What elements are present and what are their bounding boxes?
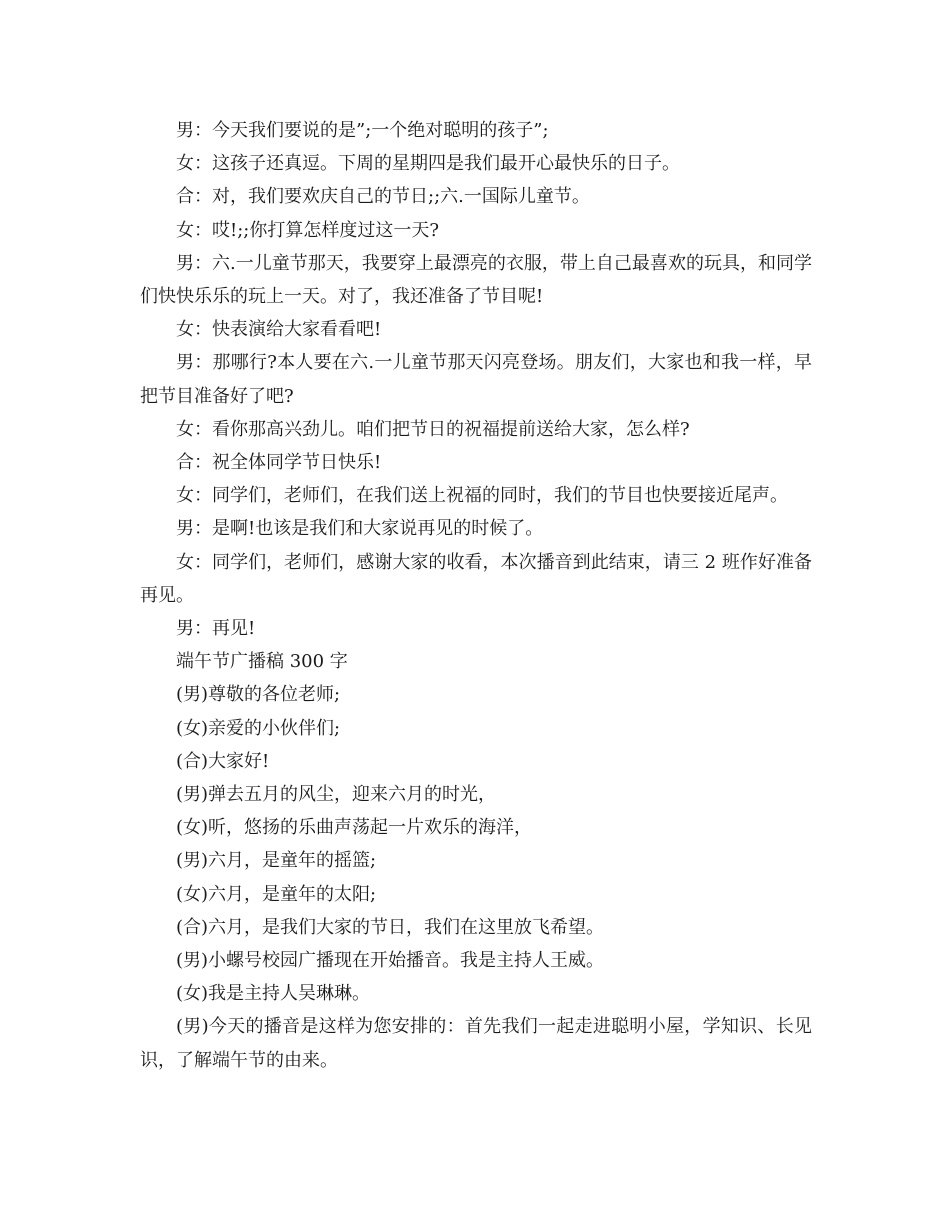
paragraph: 女：哎!;;你打算怎样度过这一天? xyxy=(176,219,440,241)
paragraph: 男：是啊!也该是我们和大家说再见的时候了。 xyxy=(176,518,544,540)
paragraph: 男：再见! xyxy=(176,618,256,640)
paragraph: (男)今天的播音是这样为您安排的：首先我们一起走进聪明小屋，学知识、长见识，了解端午节的由来。 xyxy=(140,1016,812,1071)
paragraph: 女：同学们，老师们，感谢大家的收看，本次播音到此结束，请三 2 班作好准备再见。 xyxy=(140,551,812,606)
paragraph: (男)尊敬的各位老师; xyxy=(176,684,341,706)
paragraph: (男)六月，是童年的摇篮; xyxy=(176,850,377,872)
paragraph: (女)我是主持人吴琳琳。 xyxy=(176,983,371,1005)
paragraph: 女：快表演给大家看看吧! xyxy=(176,319,382,341)
paragraph: (女)亲爱的小伙伴们; xyxy=(176,717,341,739)
paragraph: (合)大家好! xyxy=(176,750,270,772)
paragraph: (男)小螺号校园广播现在开始播音。我是主持人王威。 xyxy=(176,950,605,972)
paragraph: 男：六.一儿童节那天，我要穿上最漂亮的衣服，带上自己最喜欢的玩具，和同学们快快乐乐的玩上一天。对了，我还准备了节目呢! xyxy=(140,252,812,308)
paragraph: 合：祝全体同学节日快乐! xyxy=(176,452,382,474)
paragraph: (女)六月，是童年的太阳; xyxy=(176,883,377,905)
paragraph: 男：那哪行?本人要在六.一儿童节那天闪亮登场。朋友们，大家也和我一样，早把节目准备好了吧? xyxy=(140,352,812,407)
paragraph: 女：看你那高兴劲儿。咱们把节日的祝福提前送给大家，怎么样? xyxy=(176,418,690,440)
paragraph: (女)听，悠扬的乐曲声荡起一片欢乐的海洋， xyxy=(176,817,533,839)
section-heading: 端午节广播稿 300 字 xyxy=(176,651,348,673)
paragraph: 女：这孩子还真逗。下周的星期四是我们最开心最快乐的日子。 xyxy=(176,153,680,175)
paragraph: 男：今天我们要说的是”;一个绝对聪明的孩子”; xyxy=(176,120,549,141)
document-body xyxy=(140,114,812,1077)
paragraph: (男)弹去五月的风尘，迎来六月的时光， xyxy=(176,784,497,806)
paragraph: (合)六月，是我们大家的节日，我们在这里放飞希望。 xyxy=(176,916,605,938)
paragraph: 合：对，我们要欢庆自己的节日;;六.一国际儿童节。 xyxy=(176,186,590,208)
paragraph: 女：同学们，老师们，在我们送上祝福的同时，我们的节目也快要接近尾声。 xyxy=(176,485,788,507)
